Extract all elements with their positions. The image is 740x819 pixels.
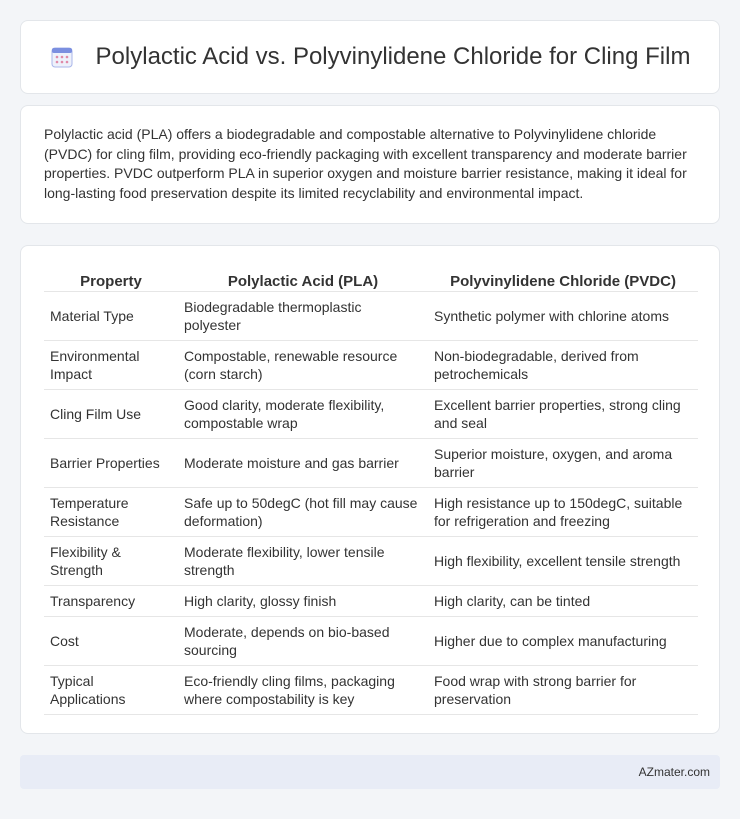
pvdc-cell: High resistance up to 150degC, suitable for refrigeration and freezing — [428, 488, 698, 537]
pvdc-cell: Non-biodegradable, derived from petrochemicals — [428, 341, 698, 390]
table-row — [44, 439, 698, 488]
summary-text: Polylactic acid (PLA) offers a biodegradable and compostable alternative to Polyvinylidene chloride (PVDC) for cling film, providing eco-friendly packaging with excellent transparency and moderate barrier properties. PVDC outperform PLA in superior oxygen and moisture barrier resistance, making it ideal for long-lasting food preservation despite its limited recyclability and environmental impact. — [44, 126, 687, 201]
pla-cell: Good clarity, moderate flexibility, compostable wrap — [178, 390, 428, 439]
table-row — [44, 292, 698, 341]
property-cell: Temperature Resistance — [44, 488, 178, 537]
title-card — [20, 20, 720, 94]
property-cell: Material Type — [44, 292, 178, 341]
column-header: Polylactic Acid (PLA) — [178, 262, 428, 292]
table-row — [44, 488, 698, 537]
table-row — [44, 666, 698, 715]
pla-cell: Safe up to 50degC (hot fill may cause deformation) — [178, 488, 428, 537]
property-cell: Barrier Properties — [44, 439, 178, 488]
pvdc-cell: Higher due to complex manufacturing — [428, 617, 698, 666]
page-title: Polylactic Acid vs. Polyvinylidene Chloride for Cling Film — [95, 43, 691, 70]
column-header: Property — [44, 262, 178, 292]
pla-cell: Biodegradable thermoplastic polyester — [178, 292, 428, 341]
pla-cell: Moderate flexibility, lower tensile strength — [178, 537, 428, 586]
calendar-icon — [50, 45, 74, 69]
property-cell: Transparency — [44, 586, 178, 617]
pla-cell: Eco-friendly cling films, packaging where compostability is key — [178, 666, 428, 715]
comparison-table-card — [20, 245, 720, 734]
property-cell: Typical Applications — [44, 666, 178, 715]
footer — [20, 755, 720, 789]
table-row — [44, 537, 698, 586]
footer-site-link[interactable]: AZmater.com — [638, 765, 710, 779]
table-row — [44, 617, 698, 666]
summary-card — [20, 105, 720, 224]
table-row — [44, 586, 698, 617]
table-row — [44, 390, 698, 439]
table-header-row — [44, 262, 698, 292]
pvdc-cell: Excellent barrier properties, strong cling and seal — [428, 390, 698, 439]
table-row — [44, 341, 698, 390]
pla-cell: Compostable, renewable resource (corn starch) — [178, 341, 428, 390]
comparison-table — [44, 262, 698, 715]
property-cell: Environmental Impact — [44, 341, 178, 390]
pvdc-cell: High flexibility, excellent tensile strength — [428, 537, 698, 586]
property-cell: Flexibility & Strength — [44, 537, 178, 586]
column-header: Polyvinylidene Chloride (PVDC) — [428, 262, 698, 292]
pvdc-cell: Synthetic polymer with chlorine atoms — [428, 292, 698, 341]
pvdc-cell: Superior moisture, oxygen, and aroma barrier — [428, 439, 698, 488]
pvdc-cell: High clarity, can be tinted — [428, 586, 698, 617]
pla-cell: Moderate, depends on bio-based sourcing — [178, 617, 428, 666]
property-cell: Cost — [44, 617, 178, 666]
pla-cell: Moderate moisture and gas barrier — [178, 439, 428, 488]
pla-cell: High clarity, glossy finish — [178, 586, 428, 617]
property-cell: Cling Film Use — [44, 390, 178, 439]
pvdc-cell: Food wrap with strong barrier for preservation — [428, 666, 698, 715]
